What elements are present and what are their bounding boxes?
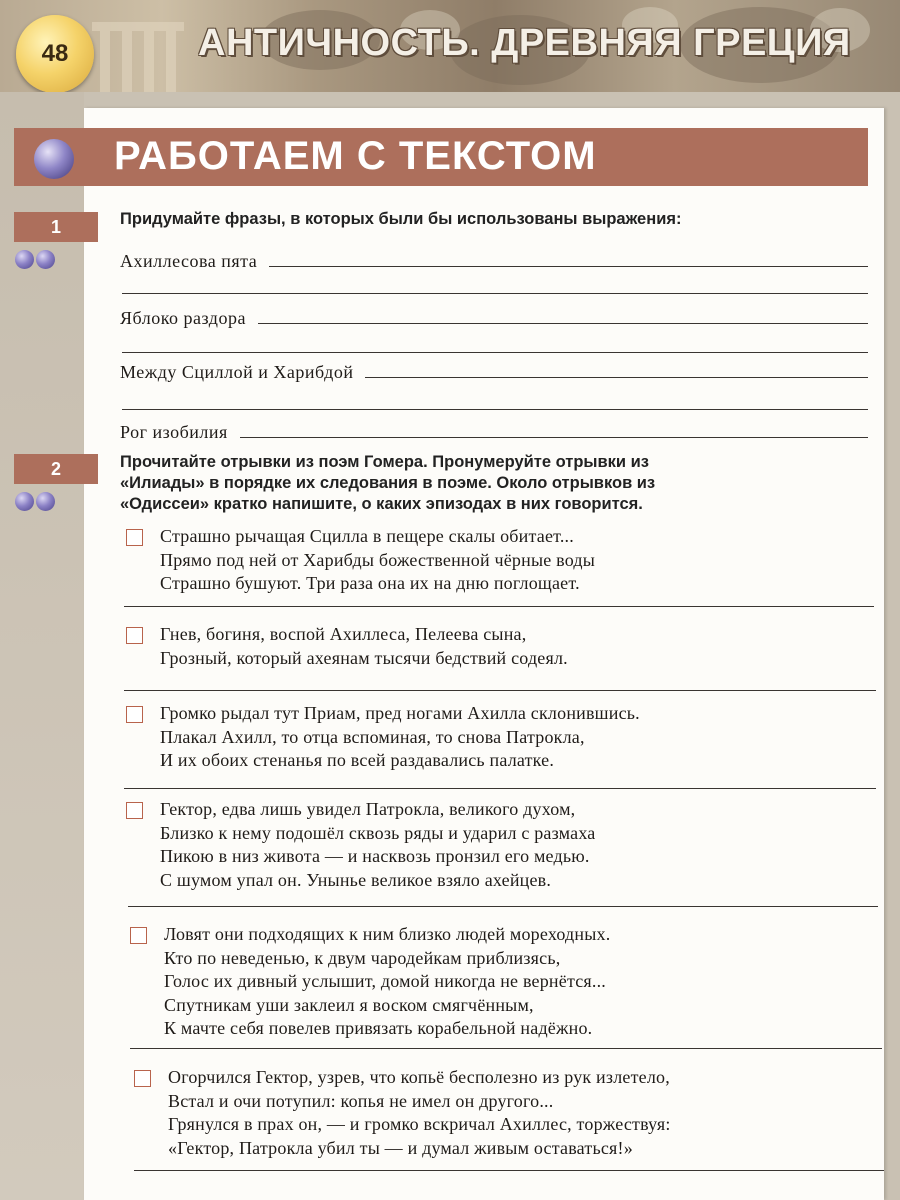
verse-line: Гнев, богиня, воспой Ахиллеса, Пелеева сына,: [160, 624, 527, 644]
chapter-title: АНТИЧНОСТЬ. ДРЕВНЯЯ ГРЕЦИЯ: [198, 22, 851, 64]
verse-line: Ловят они подходящих к ним близко людей мореходных.: [164, 924, 611, 944]
task-number-badge: 2: [14, 454, 98, 484]
header-band: [0, 0, 900, 92]
answer-line[interactable]: [130, 1048, 882, 1049]
answer-line[interactable]: [134, 1170, 884, 1171]
verse-line: Страшно бушуют. Три раза она их на дню поглощает.: [160, 573, 580, 593]
phrase-row: [120, 246, 868, 272]
answer-line[interactable]: [269, 266, 868, 267]
number-checkbox[interactable]: [130, 927, 147, 944]
answer-line[interactable]: [124, 690, 876, 691]
verse-line: Пикою в низ живота — и насквозь пронзил его медью.: [160, 846, 590, 866]
task1-instruction: Придумайте фразы, в которых были бы использованы выражения:: [120, 210, 682, 228]
answer-line[interactable]: [124, 606, 874, 607]
verse-line: Гектор, едва лишь увидел Патрокла, великого духом,: [160, 799, 576, 819]
dot-icon: [36, 250, 55, 269]
answer-line[interactable]: [122, 352, 868, 353]
excerpt-verse: [160, 525, 595, 596]
phrase-row: [120, 303, 868, 329]
dot-icon: [15, 492, 34, 511]
answer-line[interactable]: [258, 323, 868, 324]
answer-line[interactable]: [124, 788, 876, 789]
verse-line: Грянулся в прах он, — и громко вскричал Ахиллес, торжествуя:: [168, 1114, 671, 1134]
phrase-label: Между Сциллой и Харибдой: [120, 362, 354, 382]
dot-icon: [15, 250, 34, 269]
verse-line: С шумом упал он. Унынье великое взяло ахейцев.: [160, 869, 552, 890]
verse-line: Кто по неведенью, к двум чародейкам приблизясь,: [164, 947, 561, 968]
verse-line: Огорчился Гектор, узрев, что копьё бесполезно из рук излетело,: [168, 1067, 670, 1087]
number-checkbox[interactable]: [126, 802, 143, 819]
verse-line: «Гектор, Патрокла убил ты — и думал живым оставаться!»: [168, 1137, 633, 1158]
page-number: 48: [16, 15, 94, 92]
excerpt-verse: [160, 623, 568, 670]
verse-line: Голос их дивный услышит, домой никогда не вернётся...: [164, 971, 607, 991]
excerpt-verse: [160, 798, 595, 892]
answer-line[interactable]: [128, 906, 878, 907]
phrase-label: Ахиллесова пята: [120, 251, 258, 271]
section-bullet-icon: [34, 139, 74, 179]
answer-line[interactable]: [365, 377, 868, 378]
verse-line: Прямо под ней от Харибды божественной чёрные воды: [160, 549, 596, 570]
task-number-badge: 1: [14, 212, 98, 242]
verse-line: Грозный, который ахеянам тысячи бедствий содеял.: [160, 647, 568, 668]
excerpt-verse: [160, 702, 640, 773]
phrase-row: [120, 357, 868, 383]
excerpt-verse: [168, 1066, 671, 1160]
phrase-label: Яблоко раздора: [120, 308, 246, 328]
instruction-line: Прочитайте отрывки из поэм Гомера. Пронумеруйте отрывки из: [120, 453, 649, 471]
answer-line[interactable]: [122, 293, 868, 294]
section-title: РАБОТАЕМ С ТЕКСТОМ: [114, 134, 597, 178]
number-checkbox[interactable]: [126, 706, 143, 723]
phrase-label: Рог изобилия: [120, 422, 228, 442]
verse-line: Страшно рычащая Сцилла в пещере скалы обитает...: [160, 526, 574, 546]
number-checkbox[interactable]: [126, 627, 143, 644]
answer-line[interactable]: [122, 409, 868, 410]
number-checkbox[interactable]: [134, 1070, 151, 1087]
instruction-line: «Одиссеи» кратко напишите, о каких эпизодах в них говорится.: [120, 495, 643, 513]
verse-line: К мачте себя повелев привязать корабельной надёжно.: [164, 1018, 593, 1038]
task2-instruction: [120, 452, 868, 515]
verse-line: Спутникам уши заклеил я воском смягчённым,: [164, 994, 534, 1015]
verse-line: Встал и очи потупил: копья не имел он другого...: [168, 1090, 554, 1111]
answer-line[interactable]: [240, 437, 868, 438]
number-checkbox[interactable]: [126, 529, 143, 546]
verse-line: Громко рыдал тут Приам, пред ногами Ахилла склонившись.: [160, 703, 640, 723]
instruction-line: «Илиады» в порядке их следования в поэме. Около отрывков из: [120, 474, 656, 492]
verse-line: Близко к нему подошёл сквозь ряды и ударил с размаха: [160, 822, 596, 843]
verse-line: И их обоих стенанья по всей раздавались палатке.: [160, 750, 555, 770]
dot-icon: [36, 492, 55, 511]
excerpt-verse: [164, 923, 610, 1041]
verse-line: Плакал Ахилл, то отца вспоминая, то снова Патрокла,: [160, 726, 585, 747]
difficulty-dots-icon: [15, 250, 55, 269]
difficulty-dots-icon: [15, 492, 55, 511]
phrase-row: [120, 417, 868, 443]
